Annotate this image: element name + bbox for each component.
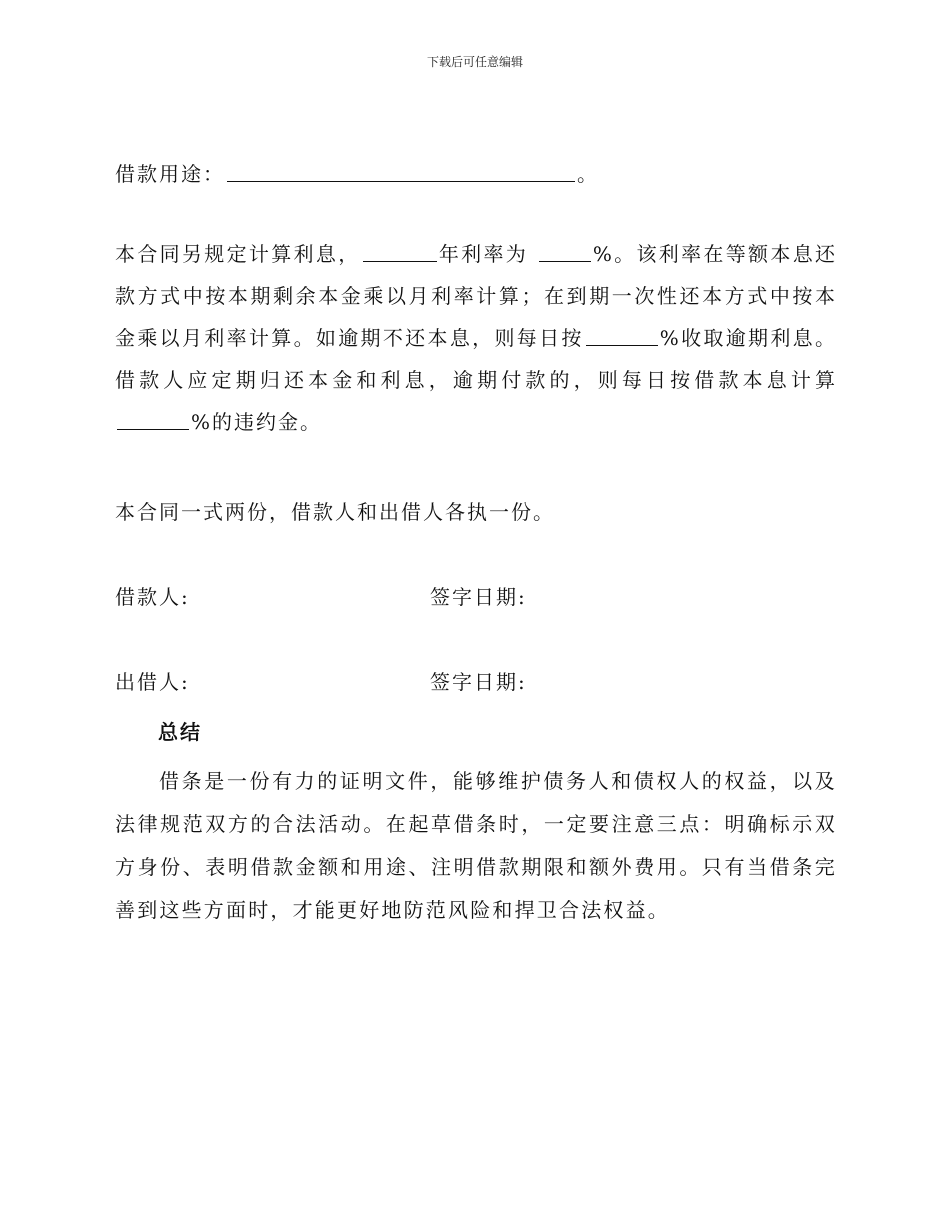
penalty-rate-blank[interactable] [117,409,189,430]
loan-purpose-blank[interactable] [227,161,575,182]
interest-blank-1[interactable] [363,241,437,262]
summary-body: 借条是一份有力的证明文件，能够维护债务人和债权人的权益，以及法律规范双方的合法活动。在起草借条时，一定要注意三点：明确标示双方身份、表明借款金额和用途、注明借款期限和额外费用。只有当借条完善到这些方面时，才能更好地防范风险和捍卫合法权益。 [115,769,837,922]
interest-text-4: %收取逾期利息。借款人应定期归还本金和利息，逾期付款的，则每日按借款本息计算 [115,326,838,392]
borrower-date-label: 签字日期: [430,585,527,609]
interest-text-1: 本合同另规定计算利息， [115,242,361,266]
annual-rate-blank[interactable] [539,241,591,262]
borrower-label: 借款人: [115,585,190,609]
lender-date-label: 签字日期: [430,670,527,694]
interest-text-3: %。该利率在等额本息还款方式中按本期剩余本金乘以月利率计算；在到期一次性还本方式中按本金乘以月利率计算。如逾期不还本息，则每日按 [115,242,838,350]
header-note: 下载后可任意编辑 [426,55,523,69]
overdue-rate-blank[interactable] [586,325,658,346]
loan-purpose-label: 借款用途： [115,162,225,186]
interest-text-5: %的违约金。 [191,410,323,434]
summary-title: 总结 [158,720,202,744]
lender-label: 出借人: [115,670,190,694]
loan-purpose-end: 。 [577,162,599,186]
copies-line: 本合同一式两份，借款人和出借人各执一份。 [115,500,555,524]
loan-purpose-line [115,158,599,187]
interest-paragraph [115,233,837,443]
interest-text-2: 年利率为 [438,242,529,266]
